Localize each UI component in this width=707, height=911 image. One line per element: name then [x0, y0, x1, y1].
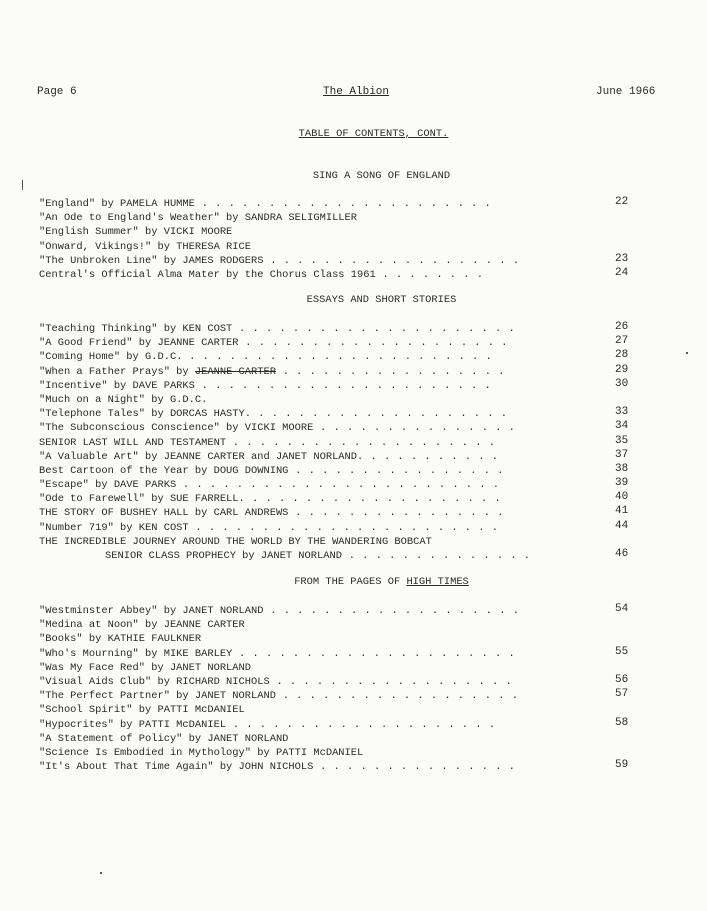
toc-entry-title: "A Good Friend" by JEANNE CARTER: [39, 337, 239, 350]
dot-leader: . . . . . . . . . . . . . . . . .: [275, 365, 505, 378]
toc-entry: [39, 379, 639, 393]
toc-entry-title: "Ode to Farewell" by SUE FARRELL: [39, 493, 239, 506]
toc-entry: [39, 703, 639, 717]
toc-page-number: 54: [615, 603, 629, 615]
dot-leader: . . . . . . . . . . . . . . . . . .: [269, 675, 513, 688]
toc-entry-title: SENIOR CLASS PROPHECY by JANET NORLAND: [105, 550, 342, 562]
toc-entry-title: Central's Official Alma Mater by the Chorus Class 1961: [39, 268, 376, 281]
toc-entry-title: "Number 719" by KEN COST: [39, 521, 189, 534]
dot-leader: . . . . . . . . . . . . . . . . . . . .: [238, 493, 502, 506]
toc-entry: [39, 549, 639, 563]
toc-entry: [39, 718, 639, 732]
toc-entry-title: "It's About That Time Again" by JOHN NICHOLS: [39, 761, 314, 774]
toc-entry-title: SENIOR LAST WILL AND TESTAMENT: [39, 436, 227, 449]
toc-entry: [39, 618, 639, 632]
toc-entry-title: "Books" by KATHIE FAULKNER: [39, 633, 202, 646]
section-list-essays: [39, 322, 639, 563]
toc-entry: [39, 689, 639, 703]
toc-page-number: 29: [615, 363, 629, 376]
dot-leader: . . . . . . . . . . . . . . . . . . . . . . .: [182, 351, 493, 364]
scan-mark: [22, 180, 23, 190]
toc-entry: [39, 661, 639, 675]
toc-entry: [39, 436, 639, 450]
toc-page-number: 55: [615, 645, 629, 658]
dot-leader: . . . . . . . . . . . . . . .: [313, 422, 516, 435]
toc-entry: [39, 746, 639, 760]
toc-entry-title: "A Statement of Policy" by JANET NORLAND: [39, 732, 289, 745]
toc-entry: [39, 197, 639, 211]
toc-entry-title: "Westminster Abbey" by JANET NORLAND: [39, 605, 264, 617]
toc-entry: [39, 732, 639, 746]
toc-page-number: 41: [615, 505, 629, 518]
section-list-sing-a-song: [39, 197, 639, 282]
toc-entry: [39, 421, 639, 435]
toc-entry: [39, 268, 639, 282]
toc-entry-title: "Teaching Thinking" by KEN COST: [39, 323, 233, 335]
dot-leader: . . . . . . . . . . . . . .: [341, 550, 531, 562]
toc-page-number: 39: [615, 477, 629, 490]
toc-entry-title: "Much on a Night" by G.D.C.: [39, 393, 208, 406]
toc-entry: [39, 350, 639, 364]
toc-page-number: 26: [615, 321, 629, 333]
toc-entry: [39, 336, 639, 350]
toc-entry: [39, 322, 639, 336]
toc-entry: [39, 675, 639, 689]
toc-page-number: 28: [615, 349, 629, 362]
toc-entry: [39, 506, 639, 520]
toc-entry: [39, 521, 639, 535]
toc-entry-title: "Incentive" by DAVE PARKS: [39, 379, 195, 392]
toc-entry-title: "English Summer" by VICKI MOORE: [39, 226, 233, 239]
dot-leader: . . . . . . . . . . . . . . . . . . .: [263, 605, 520, 617]
toc-entry-title: "Hypocrites" by PATTI McDANIEL: [39, 718, 227, 731]
dot-leader: . . . . . . . .: [375, 268, 484, 281]
section-heading-sing-a-song: SING A SONG OF ENGLAND: [312, 170, 451, 182]
dot-leader: . . . . . . . . . . . . . . . . . . . .: [238, 337, 508, 350]
toc-entry-title: Best Cartoon of the Year by DOUG DOWNING: [39, 464, 289, 477]
toc-entry-title: THE STORY OF BUSHEY HALL by CARL ANDREWS: [39, 507, 289, 520]
toc-page-number: 30: [615, 377, 629, 390]
toc-entry-title: "The Perfect Partner" by JANET NORLAND: [39, 690, 276, 703]
toc-entry-title: "When a Father Prays" by: [39, 365, 195, 378]
toc-entry: [39, 211, 639, 225]
toc-title: TABLE OF CONTENTS, CONT.: [298, 128, 449, 140]
toc-entry-title: "A Valuable Art" by JEANNE CARTER and JANET NORLAND: [39, 450, 358, 463]
section-list-high-times: [39, 604, 639, 774]
toc-entry: [39, 535, 639, 549]
toc-page-number: 37: [615, 448, 629, 461]
dot-leader: . . . . . . . . . . . . . . . . . . . . . .: [194, 198, 492, 210]
toc-page-number: 40: [615, 491, 629, 504]
toc-page-number: 44: [615, 519, 629, 532]
toc-page-number: 23: [615, 252, 629, 265]
toc-entry: [39, 478, 639, 492]
toc-page-number: 22: [615, 196, 629, 208]
dot-leader: . . . . . . . . . . . . . . . . . . . . .: [232, 647, 516, 660]
toc-page-number: 27: [615, 335, 629, 348]
toc-entry-title: "The Subconscious Conscience" by VICKI MOORE: [39, 422, 314, 435]
dot-leader: . . . . . . . . . . . . . . . .: [288, 464, 504, 477]
section-heading-high-times: FROM THE PAGES OF HIGH TIMES: [294, 576, 469, 588]
page-number: Page 6: [37, 86, 77, 98]
dot-leader: . . . . . . . . . . . . . . . . . . . . . .: [194, 379, 492, 392]
toc-entry-title: "England" by PAMELA HUMME: [39, 198, 195, 210]
toc-page-number: 35: [615, 434, 629, 447]
toc-entry-title: THE INCREDIBLE JOURNEY AROUND THE WORLD BY THE WANDERING BOBCAT: [39, 535, 432, 548]
publication-title: The Albion: [323, 86, 390, 98]
toc-page-number: 56: [615, 673, 629, 686]
toc-entry-title: "An Ode to England's Weather" by SANDRA SELIGMILLER: [39, 212, 358, 225]
toc-entry-title: "Science Is Embodied in Mythology" by PATTI McDANIEL: [39, 746, 364, 759]
toc-page-number: 58: [615, 716, 629, 729]
toc-entry-title: "Escape" by DAVE PARKS: [39, 479, 177, 492]
toc-entry: [39, 450, 639, 464]
toc-entry-title: "Visual Aids Club" by RICHARD NICHOLS: [39, 675, 270, 688]
dot-leader: . . . . . . . . . . . . . . . . . . .: [263, 254, 520, 267]
dot-leader: . . . . . . . . . . . . . . . . . . . .: [226, 436, 496, 449]
toc-entry: [39, 240, 639, 254]
toc-entry-title: "Medina at Noon" by JEANNE CARTER: [39, 619, 245, 632]
dot-leader: . . . . . . . . . . . . . . .: [313, 761, 516, 774]
toc-entry: [39, 393, 639, 407]
dot-leader: . . . . . . . . . . . . . . . . . . . . . . .: [188, 521, 499, 534]
toc-page-number: 59: [615, 759, 629, 772]
dot-leader: . . . . . . . . . . . . . . . . . . . . .: [232, 323, 516, 335]
toc-entry-title: "School Spirit" by PATTI McDANIEL: [39, 704, 245, 717]
toc-entry: [39, 604, 639, 618]
toc-entry: [39, 407, 639, 421]
toc-entry: [39, 365, 639, 379]
issue-date: June 1966: [596, 86, 656, 98]
toc-entry: [39, 225, 639, 239]
toc-entry-title: "Onward, Vikings!" by THERESA RICE: [39, 240, 252, 253]
toc-page-number: 57: [615, 688, 629, 701]
toc-page-number: 24: [615, 266, 629, 279]
toc-page-number: 34: [615, 420, 629, 433]
dot-leader: . . . . . . . . . . . . . . . . . . . . . . . .: [176, 479, 500, 492]
toc-entry-title: "Was My Face Red" by JANET NORLAND: [39, 661, 252, 674]
toc-entry: [39, 464, 639, 478]
struck-author: JEANNE CARTER: [194, 365, 276, 378]
toc-entry-title: "Who's Mourning" by MIKE BARLEY: [39, 647, 233, 660]
dot-leader: . . . . . . . . . . . . . . . .: [288, 507, 504, 520]
toc-page-number: 33: [615, 406, 629, 419]
dot-leader: . . . . . . . . . . . . . . . . . . . .: [226, 718, 496, 731]
toc-entry: [39, 647, 639, 661]
toc-entry-title: "Telephone Tales" by DORCAS HASTY: [39, 408, 245, 421]
dot-leader: . . . . . . . . . . .: [357, 450, 499, 463]
dot-leader: . . . . . . . . . . . . . . . . . . . .: [244, 408, 508, 421]
toc-entry: [39, 254, 639, 268]
toc-entry: [39, 760, 639, 774]
scan-mark: [100, 872, 102, 874]
section-heading-essays: ESSAYS AND SHORT STORIES: [306, 294, 457, 306]
dot-leader: . . . . . . . . . . . . . . . . . .: [275, 690, 519, 703]
toc-page-number: 38: [615, 462, 629, 475]
toc-page-number: 46: [615, 548, 629, 560]
toc-entry: [39, 492, 639, 506]
toc-entry-title: "The Unbroken Line" by JAMES RODGERS: [39, 254, 264, 267]
toc-entry: [39, 632, 639, 646]
scan-mark: [686, 352, 688, 354]
toc-entry-title: "Coming Home" by G.D.C.: [39, 351, 183, 364]
